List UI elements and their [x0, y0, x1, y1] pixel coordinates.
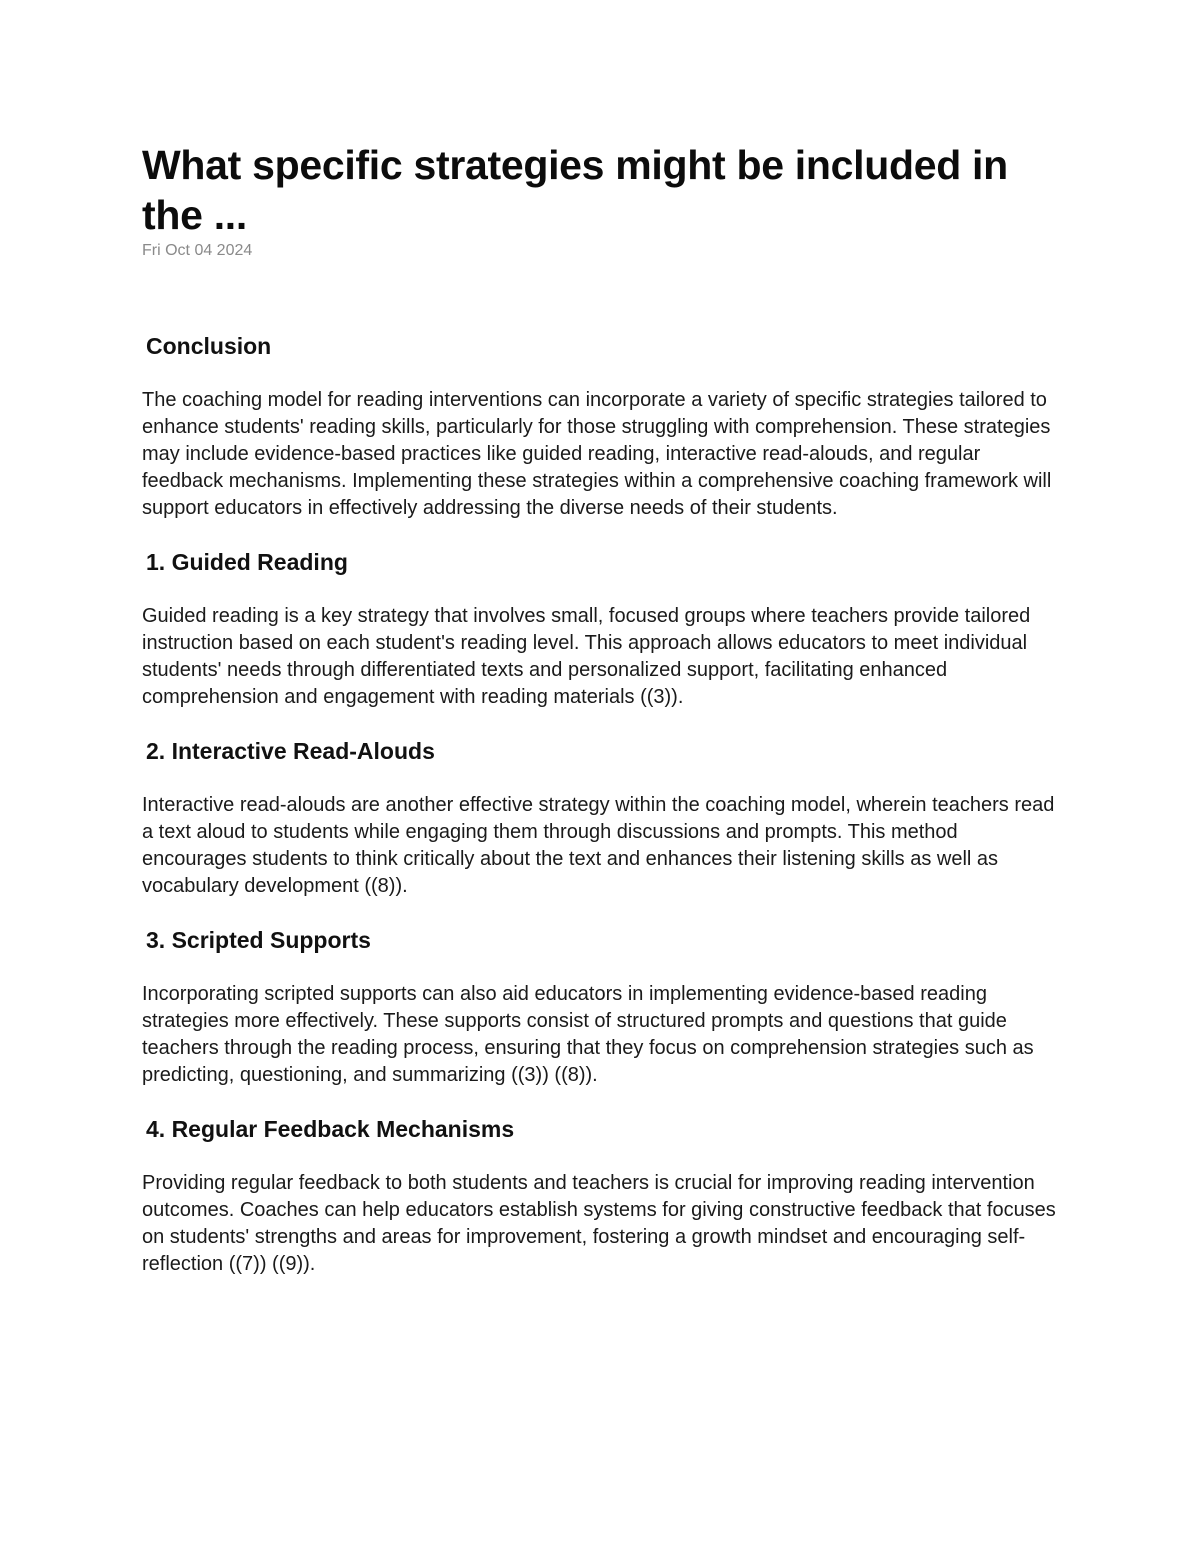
section-paragraph: Providing regular feedback to both students and teachers is crucial for improving reading intervention outcomes. Coaches can help educators establish systems for giving constructive feedback that focuses on students' strengths and areas for improvement, fostering a growth mindset and encouraging self-reflection ((7)) ((9)). [142, 1172, 1056, 1275]
section-conclusion [142, 331, 1062, 522]
document-date: Fri Oct 04 2024 [142, 242, 253, 259]
document-title: What specific strategies might be included in the ... [142, 142, 1008, 238]
section-scripted-supports [142, 925, 1062, 1089]
section-paragraph: Guided reading is a key strategy that involves small, focused groups where teachers provide tailored instruction based on each student's reading level. This approach allows educators to meet individual students' needs through differentiated texts and personalized support, facilitating enhanced comprehension and engagement with reading materials ((3)). [142, 605, 1031, 708]
section-heading: Conclusion [146, 333, 272, 359]
section-regular-feedback-mechanisms [142, 1114, 1062, 1278]
section-paragraph: Interactive read-alouds are another effective strategy within the coaching model, wherein teachers read a text aloud to students while engaging them through discussions and prompts. This method encourages students to think critically about the text and enhances their listening skills as well as vocabulary development ((8)). [142, 794, 1055, 897]
section-heading: 3. Scripted Supports [146, 927, 371, 953]
document-content [142, 140, 1062, 1278]
section-heading: 2. Interactive Read-Alouds [146, 738, 435, 764]
section-paragraph: The coaching model for reading interventions can incorporate a variety of specific strategies tailored to enhance students' reading skills, particularly for those struggling with comprehension. These strategies may include evidence-based practices like guided reading, interactive read-alouds, and regular feedback mechanisms. Implementing these strategies within a comprehensive coaching framework will support educators in effectively addressing the diverse needs of their students. [142, 389, 1052, 519]
section-guided-reading [142, 547, 1062, 711]
section-interactive-read-alouds [142, 736, 1062, 900]
section-heading: 1. Guided Reading [146, 549, 348, 575]
section-heading: 4. Regular Feedback Mechanisms [146, 1116, 515, 1142]
section-paragraph: Incorporating scripted supports can also aid educators in implementing evidence-based reading strategies more effectively. These supports consist of structured prompts and questions that guide teachers through the reading process, ensuring that they focus on comprehension strategies such as predicting, questioning, and summarizing ((3)) ((8)). [142, 983, 1034, 1086]
